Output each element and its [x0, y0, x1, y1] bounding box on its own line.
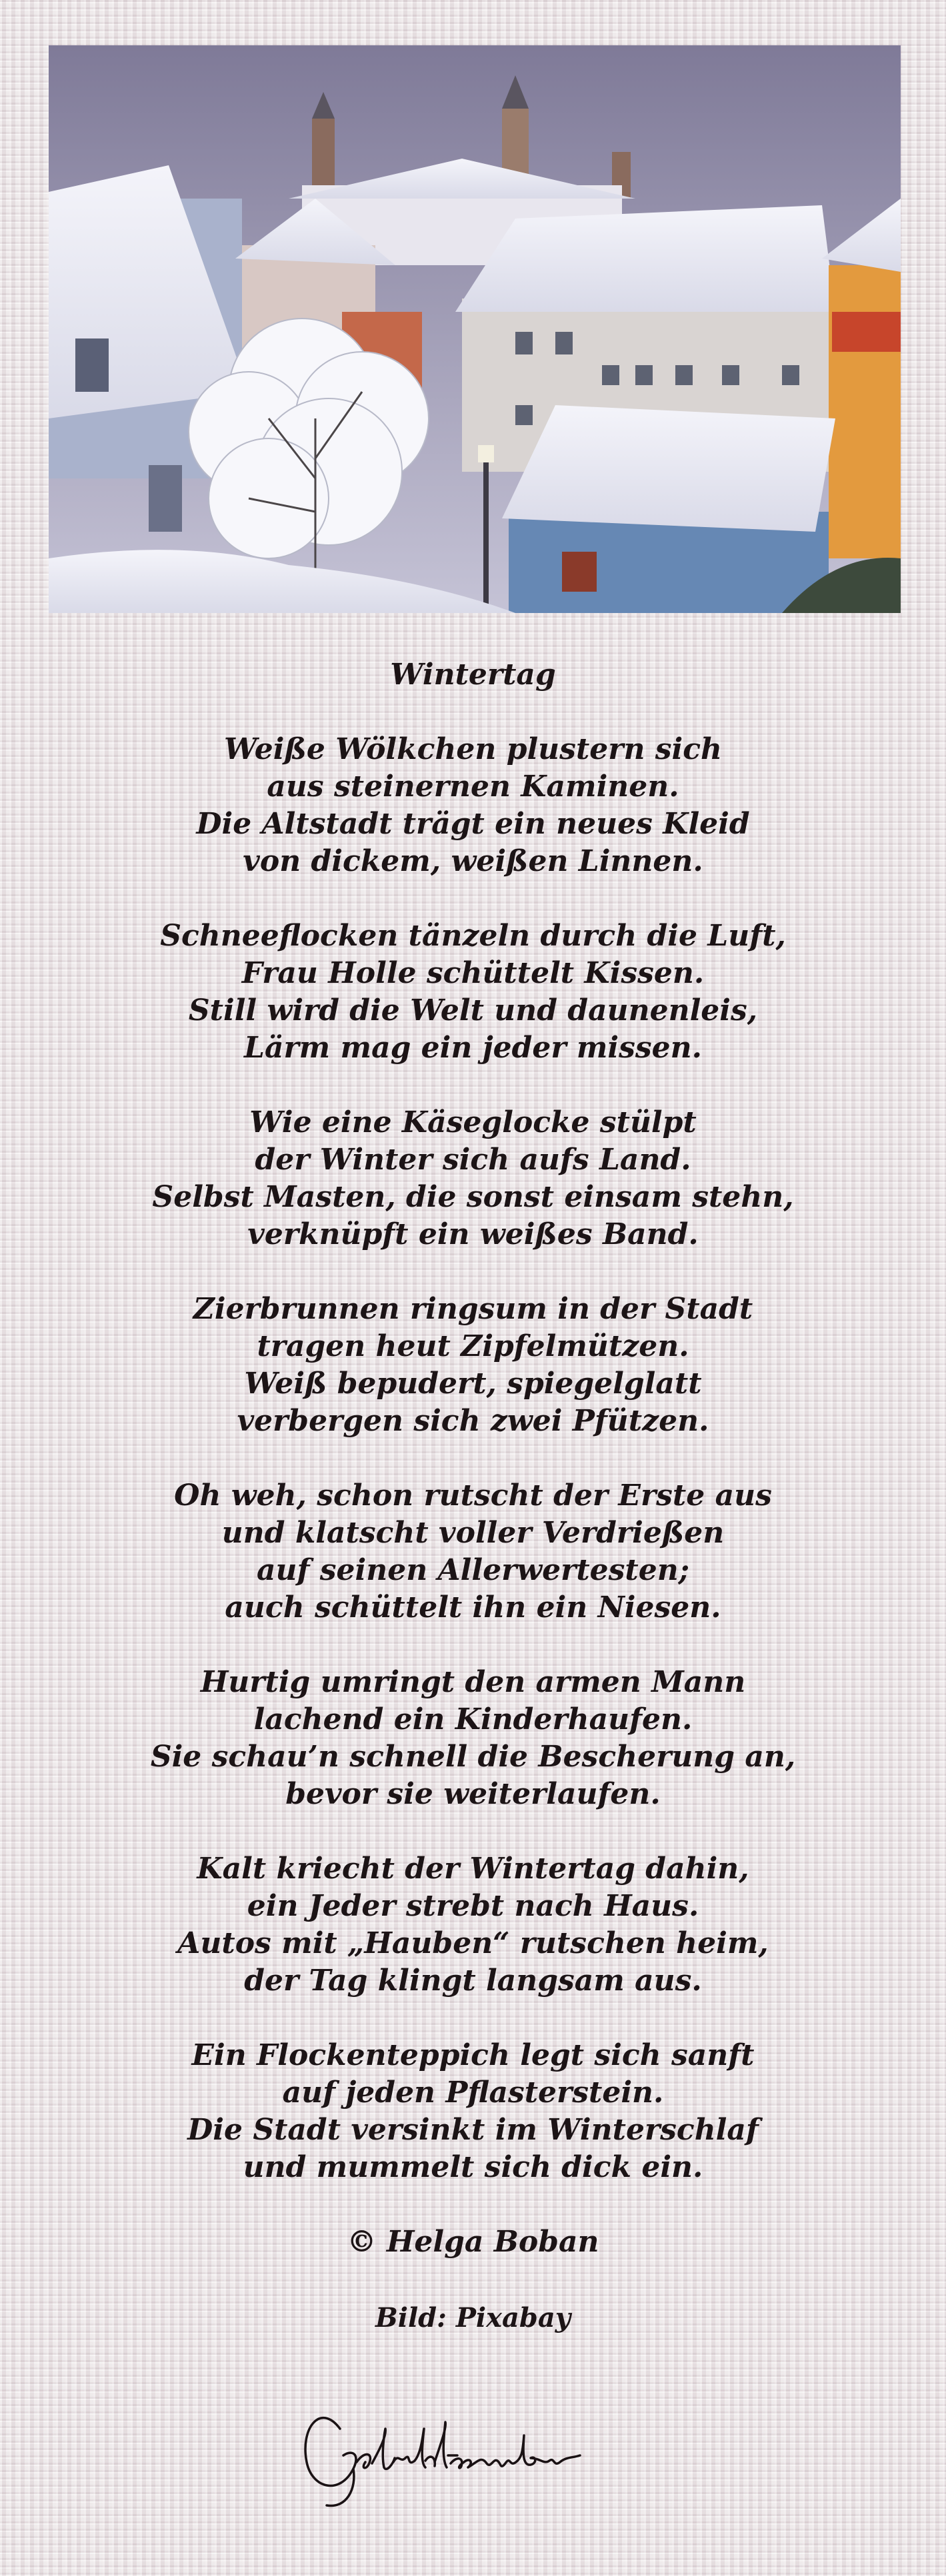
- poem-line: auf seinen Allerwertesten;: [257, 1553, 689, 1587]
- poem-line: aus steinernen Kaminen.: [267, 770, 679, 804]
- poem-title: Wintertag: [390, 658, 556, 692]
- poem-line: verknüpft ein weißes Band.: [247, 1217, 699, 1251]
- stanza: [0, 1664, 946, 1813]
- stanza: [0, 1291, 946, 1440]
- poem-line: bevor sie weiterlaufen.: [285, 1777, 661, 1811]
- stanza: [0, 1850, 946, 2000]
- stanza: [0, 918, 946, 1067]
- poem-line: Still wird die Welt und daunenleis,: [188, 993, 758, 1027]
- stanza: [0, 1477, 946, 1626]
- poem-line: Schneeflocken tänzeln durch die Luft,: [160, 919, 786, 953]
- poem-line: Zierbrunnen ringsum in der Stadt: [193, 1292, 753, 1326]
- poem-line: auf jeden Pflasterstein.: [282, 2076, 664, 2110]
- author-copyright: © Helga Boban: [347, 2225, 599, 2259]
- poem-line: tragen heut Zipfelmützen.: [257, 1329, 689, 1363]
- signature-logo: [293, 2389, 653, 2515]
- poem-line: Wie eine Käseglocke stülpt: [249, 1105, 697, 1139]
- poem-line: und mummelt sich dick ein.: [243, 2150, 703, 2184]
- poem-line: Oh weh, schon rutscht der Erste aus: [174, 1479, 772, 1513]
- snowy-old-town-photo: [49, 45, 901, 613]
- stanza: [0, 2037, 946, 2186]
- poem-line: Ein Flockenteppich legt sich sanft: [191, 2038, 755, 2072]
- header-photo: [49, 45, 901, 613]
- poem-line: und klatscht voller Verdrießen: [221, 1516, 725, 1550]
- poem-line: ein Jeder strebt nach Haus.: [247, 1889, 699, 1923]
- poem-line: Selbst Masten, die sonst einsam stehn,: [152, 1180, 794, 1214]
- poem-line: auch schüttelt ihn ein Niesen.: [225, 1591, 721, 1624]
- poem-line: Kalt kriecht der Wintertag dahin,: [197, 1852, 749, 1886]
- poem-line: der Tag klingt langsam aus.: [244, 1964, 702, 1998]
- poem-line: Lärm mag ein jeder missen.: [244, 1031, 702, 1065]
- poem-line: der Winter sich aufs Land.: [255, 1143, 691, 1177]
- image-credit: Bild: Pixabay: [375, 2302, 571, 2333]
- poem-line: Sie schau’n schnell die Bescherung an,: [150, 1740, 796, 1774]
- stanza: [0, 731, 946, 880]
- poem-line: Autos mit „Hauben“ rutschen heim,: [177, 1926, 769, 1960]
- poem-line: Die Stadt versinkt im Winterschlaf: [187, 2113, 759, 2147]
- poem-line: Hurtig umringt den armen Mann: [200, 1665, 746, 1699]
- poem: [0, 656, 946, 2335]
- poem-line: verbergen sich zwei Pfützen.: [237, 1404, 709, 1438]
- poem-line: Weiße Wölkchen plustern sich: [223, 732, 723, 766]
- stanza: [0, 1104, 946, 1253]
- poem-line: Die Altstadt trägt ein neues Kleid: [196, 807, 750, 841]
- poem-line: von dickem, weißen Linnen.: [243, 844, 703, 878]
- poem-line: Frau Holle schüttelt Kissen.: [241, 956, 705, 990]
- signature-graphic: [293, 2389, 653, 2515]
- poem-line: lachend ein Kinderhaufen.: [253, 1702, 693, 1736]
- poem-line: Weiß bepudert, spiegelglatt: [244, 1367, 702, 1401]
